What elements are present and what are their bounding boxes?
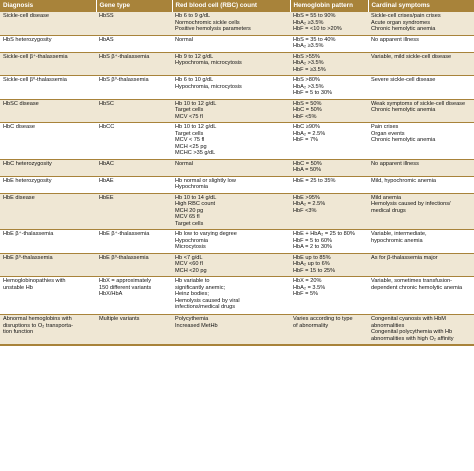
cell-text-line: Hb 10 to 12 g/dL <box>175 100 217 107</box>
cell-text-line: HbSS <box>99 13 114 19</box>
diagnosis-cell <box>0 12 96 35</box>
cell-text-line: dependent chronic hemolytic anemia <box>371 284 463 291</box>
cell-text-line: HbA = 2 to 30% <box>293 244 333 250</box>
cell-text-line: HbF = 5% <box>293 291 319 297</box>
cell-text-line: HbS = 35 to 40% <box>293 36 336 43</box>
cell-text-line: HbE = 25 to 35% <box>293 177 336 184</box>
header-gene-type: Gene type <box>96 0 172 12</box>
cell-text-line: Polycythemia <box>175 316 209 322</box>
cell-text-line: HbCC <box>99 124 115 130</box>
cell-text-line: infections/medical drugs <box>175 304 236 310</box>
cell-text-line: MCV <60 fl <box>175 261 203 267</box>
cell-text-line: Heinz bodies; <box>175 291 209 297</box>
table-row <box>0 230 474 254</box>
cell-text-line: Hb 10 to 12 g/dL <box>175 124 217 130</box>
cardinal-symptoms-cell <box>368 315 474 346</box>
cell-text-line: HbA₂ >3.5% <box>293 60 324 66</box>
cardinal-symptoms-cell <box>368 193 474 230</box>
cell-text-line: Chronic hemolytic anemia <box>371 137 436 143</box>
cell-text-line: Normochromic sickle cells <box>175 19 240 26</box>
rbc-count-cell <box>172 193 290 230</box>
cell-text-line: As for β-thalassemia major <box>371 254 438 261</box>
cell-text-line: HbF = <10 to >20% <box>293 26 342 32</box>
diagnosis-cell <box>0 315 96 346</box>
cell-text-line: Mild, hypochromic anemia <box>371 177 436 184</box>
cell-text-line: Chronic hemolytic anemia <box>371 26 436 32</box>
cardinal-symptoms-cell <box>368 99 474 123</box>
header-hemoglobin-pattern: Hemoglobin pattern <box>290 0 368 12</box>
cell-text-line: HbC disease <box>3 124 36 130</box>
cell-text-line: Abnormal hemoglobins with <box>3 316 72 322</box>
cell-text-line: No apparent illness <box>371 36 419 43</box>
cardinal-symptoms-cell <box>368 12 474 35</box>
diagnosis-cell <box>0 230 96 254</box>
cell-text-line: HbA₂ = 3.5% <box>293 284 326 291</box>
diagnosis-cell <box>0 99 96 123</box>
cell-text-line: HbC ≥90% <box>293 124 321 130</box>
cell-text-line: HbA₂ ≥3.5% <box>293 43 324 49</box>
table-body <box>0 12 474 345</box>
cell-text-line: Target cells <box>175 220 204 227</box>
cell-text-line: Hb normal or slightly low <box>175 177 236 184</box>
rbc-count-cell <box>172 315 290 346</box>
table-row <box>0 315 474 346</box>
cell-text-line: Hb 6 to 10 g/dL <box>175 77 214 83</box>
table-row <box>0 52 474 76</box>
cell-text-line: tion function <box>3 329 34 335</box>
cell-text-line: MCH <25 pg <box>175 143 207 150</box>
hemoglobin-pattern-cell <box>290 253 368 277</box>
cell-text-line: HbX = 20% <box>293 278 322 284</box>
cell-text-line: Hemolysis caused by infections/ <box>371 201 451 207</box>
cell-text-line: HbF = 15 to 25% <box>293 267 336 274</box>
table-row <box>0 193 474 230</box>
cell-text-line: Normal <box>175 36 194 43</box>
diagnosis-cell <box>0 35 96 52</box>
cell-text-line: of abnormality <box>293 322 329 329</box>
cell-text-line: HbA₂ = 2.5% <box>293 130 326 137</box>
cardinal-symptoms-cell <box>368 230 474 254</box>
gene-type-cell <box>96 315 172 346</box>
cardinal-symptoms-cell <box>368 253 474 277</box>
cell-text-line: MCV < 75 fl <box>175 137 205 143</box>
cell-text-line: Hb <7 g/dL <box>175 254 203 261</box>
cell-text-line: HbS β⁰-thalassemia <box>99 77 149 83</box>
cell-text-line: Variable, sometimes transfusion- <box>371 278 453 284</box>
cell-text-line: HbS = 50% <box>293 100 322 107</box>
cell-text-line: HbE β⁰-thalassemia <box>99 254 149 261</box>
table-row <box>0 76 474 100</box>
table-row <box>0 159 474 176</box>
rbc-count-cell <box>172 277 290 315</box>
cell-text-line: Chronic hemolytic anemia <box>371 107 436 113</box>
cell-text-line: HbE >95% <box>293 194 320 201</box>
cell-text-line: Target cells <box>175 130 204 137</box>
cell-text-line: No apparent illness <box>371 160 419 167</box>
cell-text-line: abnormalities <box>371 322 405 329</box>
cell-text-line: Hypochromia, microcytosis <box>175 83 242 90</box>
diagnosis-cell <box>0 123 96 160</box>
cell-text-line: Hemoglobinopathies with <box>3 278 66 284</box>
gene-type-cell <box>96 52 172 76</box>
cell-text-line: MCV 65 fl <box>175 214 200 220</box>
cell-text-line: Hb low to varying degree <box>175 231 237 237</box>
cardinal-symptoms-cell <box>368 159 474 176</box>
hemoglobin-pattern-cell <box>290 52 368 76</box>
gene-type-cell <box>96 253 172 277</box>
table-row <box>0 123 474 160</box>
cell-text-line: Hb 10 to 14 g/dL <box>175 194 217 201</box>
cell-text-line: HbAC <box>99 160 114 167</box>
cell-text-line: HbF = 5 to 60% <box>293 237 333 244</box>
hemoglobin-pattern-cell <box>290 12 368 35</box>
table-row <box>0 99 474 123</box>
gene-type-cell <box>96 193 172 230</box>
cell-text-line: HbA₂ >3.5% <box>293 83 324 90</box>
cell-text-line: HbE up to 85% <box>293 254 331 261</box>
diagnosis-cell <box>0 253 96 277</box>
cell-text-line: HbS = 55 to 90% <box>293 13 336 19</box>
cell-text-line: HbF <3% <box>293 207 317 214</box>
cell-text-line: 150 different variants <box>99 284 152 291</box>
cell-text-line: Microcytosis <box>175 244 206 250</box>
cell-text-line: HbF = 5 to 30% <box>293 90 333 96</box>
table-row <box>0 176 474 193</box>
gene-type-cell <box>96 35 172 52</box>
header-rbc-count: Red blood cell (RBC) count <box>172 0 290 12</box>
cell-text-line: HbS >80% <box>293 77 320 83</box>
cell-text-line: disruptions to O₂ transporta- <box>3 322 73 329</box>
hemoglobin-pattern-cell <box>290 193 368 230</box>
rbc-count-cell <box>172 230 290 254</box>
table-header-row <box>0 0 474 12</box>
cell-text-line: Mild anemia <box>371 194 402 201</box>
table-row <box>0 277 474 315</box>
diagnosis-cell <box>0 76 96 100</box>
cell-text-line: MCV <75 fl <box>175 113 203 120</box>
cell-text-line: HbS heterozygosity <box>3 36 52 43</box>
rbc-count-cell <box>172 253 290 277</box>
cell-text-line: HbA₂ ≥3.5% <box>293 19 324 26</box>
cell-text-line: HbE heterozygosity <box>3 177 52 184</box>
table-row <box>0 35 474 52</box>
hemoglobin-pattern-cell <box>290 35 368 52</box>
hemoglobin-pattern-cell <box>290 99 368 123</box>
cell-text-line: HbF = 7% <box>293 137 319 143</box>
cell-text-line: MCH <20 pg <box>175 267 207 274</box>
cell-text-line: HbE β⁺-thalassemia <box>3 231 54 237</box>
gene-type-cell <box>96 12 172 35</box>
table-row <box>0 253 474 277</box>
cell-text-line: Acute organ syndromes <box>371 19 431 26</box>
cell-text-line: Sickle-cell crises/pain crises <box>371 13 441 19</box>
cell-text-line: Varies according to type <box>293 316 353 322</box>
cell-text-line: MCH 20 pg <box>175 207 204 214</box>
cell-text-line: Severe sickle-cell disease <box>371 77 436 83</box>
cell-text-line: medical drugs <box>371 207 406 214</box>
cell-text-line: Increased MetHb <box>175 322 218 329</box>
cell-text-line: Multiple variants <box>99 316 140 322</box>
cell-text-line: Target cells <box>175 107 204 113</box>
cell-text-line: hypochromic anemia <box>371 237 423 244</box>
cardinal-symptoms-cell <box>368 35 474 52</box>
cell-text-line: HbX = approximately <box>99 278 152 284</box>
cell-text-line: HbC = 50% <box>293 107 322 113</box>
cell-text-line: unstable Hb <box>3 284 33 291</box>
rbc-count-cell <box>172 123 290 160</box>
cell-text-line: HbEE <box>99 194 114 201</box>
diagnosis-cell <box>0 193 96 230</box>
cell-text-line: HbE β⁺-thalassemia <box>99 231 150 237</box>
cell-text-line: HbF = ≥3.5% <box>293 66 326 73</box>
header-cardinal-symptoms: Cardinal symptoms <box>368 0 474 12</box>
cell-text-line: Pain crises <box>371 124 399 130</box>
cell-text-line: Sickle-cell disease <box>3 13 50 19</box>
cardinal-symptoms-cell <box>368 176 474 193</box>
cell-text-line: Weak symptoms of sickle-cell disease <box>371 100 466 107</box>
cell-text-line: Sickle-cell β⁺-thalassemia <box>3 53 68 60</box>
rbc-count-cell <box>172 35 290 52</box>
gene-type-cell <box>96 176 172 193</box>
table-row <box>0 12 474 35</box>
rbc-count-cell <box>172 76 290 100</box>
cell-text-line: HbA₂ up to 6% <box>293 261 330 267</box>
cell-text-line: Variable, mild sickle-cell disease <box>371 53 452 60</box>
hemoglobin-pattern-cell <box>290 230 368 254</box>
hemoglobin-pattern-cell <box>290 315 368 346</box>
cell-text-line: HbE β⁰-thalassemia <box>3 254 53 261</box>
hemoglobin-pattern-cell <box>290 76 368 100</box>
gene-type-cell <box>96 159 172 176</box>
cell-text-line: HbAE <box>99 177 114 184</box>
cell-text-line: HbS >55% <box>293 53 320 60</box>
hemoglobin-pattern-cell <box>290 277 368 315</box>
gene-type-cell <box>96 230 172 254</box>
rbc-count-cell <box>172 12 290 35</box>
cell-text-line: HbE disease <box>3 194 35 201</box>
cell-text-line: High RBC count <box>175 201 216 207</box>
gene-type-cell <box>96 123 172 160</box>
cell-text-line: Hypochromia <box>175 237 208 244</box>
cell-text-line: Hb 9 to 12 g/dL <box>175 53 214 60</box>
diagnosis-cell <box>0 52 96 76</box>
cell-text-line: Hb variable to <box>175 278 210 284</box>
cell-text-line: MCHC >35 g/dL <box>175 150 216 156</box>
cell-text-line: HbS β⁺-thalassemia <box>99 53 150 60</box>
cell-text-line: Hypochromia <box>175 184 208 190</box>
cell-text-line: HbE + HbA₂ = 25 to 80% <box>293 231 355 237</box>
cell-text-line: HbAS <box>99 36 114 43</box>
cardinal-symptoms-cell <box>368 76 474 100</box>
rbc-count-cell <box>172 159 290 176</box>
diagnosis-cell <box>0 277 96 315</box>
header-diagnosis: Diagnosis <box>0 0 96 12</box>
cell-text-line: HbC heterozygosity <box>3 160 52 167</box>
cell-text-line: Positive hemolysis parameters <box>175 26 251 32</box>
cell-text-line: Congenital cyanosis with HbM <box>371 316 446 322</box>
cardinal-symptoms-cell <box>368 123 474 160</box>
hemoglobin-pattern-cell <box>290 159 368 176</box>
gene-type-cell <box>96 76 172 100</box>
cell-text-line: HbA₂ = 2.5% <box>293 201 326 207</box>
cell-text-line: Sickle-cell β⁰-thalassemia <box>3 77 67 83</box>
cell-text-line: Variable, intermediate, <box>371 231 427 237</box>
gene-type-cell <box>96 277 172 315</box>
rbc-count-cell <box>172 99 290 123</box>
diagnosis-cell <box>0 159 96 176</box>
cell-text-line: HbA = 50% <box>293 167 322 173</box>
cardinal-symptoms-cell <box>368 277 474 315</box>
rbc-count-cell <box>172 176 290 193</box>
cell-text-line: HbSC <box>99 100 114 107</box>
cell-text-line: Congenital polycythemia with Hb <box>371 329 453 335</box>
cardinal-symptoms-cell <box>368 52 474 76</box>
hemoglobin-pattern-cell <box>290 176 368 193</box>
cell-text-line: Hb 6 to 9 g/dL <box>175 13 211 19</box>
cell-text-line: significantly anemic; <box>175 284 226 291</box>
cell-text-line: HbF <5% <box>293 113 317 120</box>
cell-text-line: HbC = 50% <box>293 160 322 167</box>
cell-text-line: abnormalities with high O₂ affinity <box>371 335 454 342</box>
cell-text-line: HbSC disease <box>3 100 39 107</box>
gene-type-cell <box>96 99 172 123</box>
rbc-count-cell <box>172 52 290 76</box>
cell-text-line: HbX/HbA <box>99 291 123 297</box>
cell-text-line: Normal <box>175 160 194 167</box>
cell-text-line: Hypochromia, microcytosis <box>175 60 242 66</box>
diagnosis-cell <box>0 176 96 193</box>
hemoglobin-pattern-cell <box>290 123 368 160</box>
cell-text-line: Hemolysis caused by viral <box>175 297 240 304</box>
cell-text-line: Organ events <box>371 130 405 137</box>
